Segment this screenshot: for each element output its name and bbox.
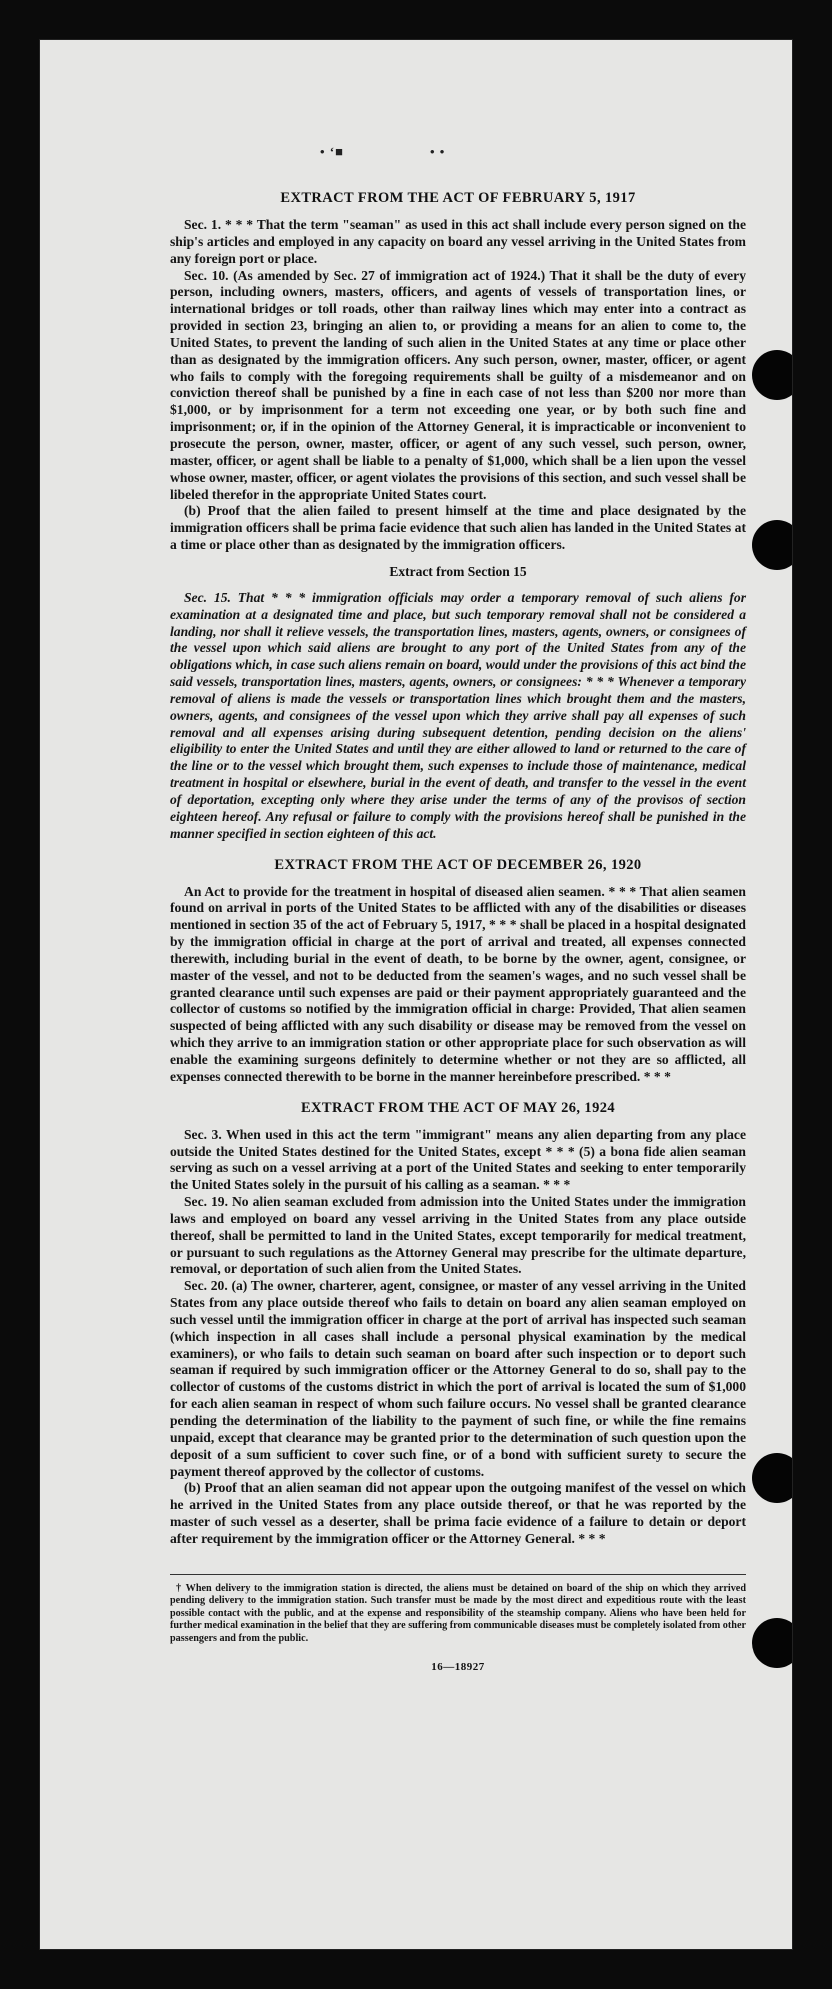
punch-hole: [752, 520, 792, 570]
footnote: [170, 1574, 746, 1645]
page-marks: [40, 144, 792, 158]
print-code: 16—18927: [431, 1660, 485, 1673]
section-extract-15: [170, 564, 746, 843]
paragraph: Sec. 1. * * * That the term "seaman" as used in this act shall include every person signed on the ship's articles and employed in any capacity on board any vessel arriving in the United States from any foreign port or place.: [170, 217, 746, 266]
footnote-text: † When delivery to the immigration station is directed, the aliens must be detained on board of the ship on which they arrived pending delivery to the immigration station. Such transfer must be made by the most direct and expeditious route with the least possible contact with the public, and at the expense and responsibility of the steamship company. Aliens who have been held for further medical examination in the belief that they are suffering from communicable diseases must be completely isolated from other passengers and from the public.: [170, 1582, 746, 1644]
section-act-1924: [170, 1100, 746, 1548]
section-heading: EXTRACT FROM THE ACT OF DECEMBER 26, 1920: [274, 856, 642, 873]
paragraph: (b) Proof that an alien seaman did not appear upon the outgoing manifest of the vessel on which he arrived in the United States from any place outside thereof, or that he was reported by the master of such vessel as a deserter, shall be prima facie evidence of a failure to detain or deport after requirement by the immigration officer or the Attorney General. * * *: [170, 1480, 746, 1546]
paragraph: (b) Proof that the alien failed to present himself at the time and place designated by the immigration officers shall be prima facie evidence that such alien has landed in the United States at a time or place other than as designated by the immigration officers.: [170, 503, 746, 553]
punch-hole: [752, 1618, 792, 1668]
section-subheading: Extract from Section 15: [389, 563, 527, 579]
section-act-1920: [170, 857, 746, 1086]
paragraph: Sec. 3. When used in this act the term "immigrant" means any alien departing from any place outside the United States destined for the United States, except * * * (5) a bona fide alien seaman serving as such on a vessel arriving at a port of the United States and seeking to enter temporarily the United States solely in the pursuit of his calling as a seaman. * * *: [170, 1126, 746, 1193]
section-act-1917: [170, 190, 746, 554]
section-heading: EXTRACT FROM THE ACT OF FEBRUARY 5, 1917: [280, 190, 636, 206]
page-mark-left: • ‘■: [320, 144, 344, 159]
paragraph: Sec. 19. No alien seaman excluded from admission into the United States under the immigration laws and employed on board any vessel arriving in the United States from any place outside thereof, shall be permitted to land in the United States, except temporarily for medical treatment, or pursuant to such regulations as the Attorney General may prescribe for the ultimate departure, removal, or deportation of such alien from the United States.: [170, 1194, 746, 1277]
document-body: [170, 190, 746, 1673]
page-mark-right: • •: [430, 144, 446, 159]
punch-hole: [752, 1453, 792, 1503]
punch-hole: [752, 350, 792, 400]
paragraph: An Act to provide for the treatment in hospital of diseased alien seamen. * * * That alien seamen found on arrival in ports of the United States to be afflicted with any of the disabilities or diseases mentioned in section 35 of the act of February 5, 1917, * * * shall be placed in a hospital designated by the immigration official in charge at the port of arrival and treated, all expenses connected therewith, including burial in the event of death, to be borne by the owner, agent, consignee, or master of the vessel, and not to be deducted from the seamen's wages, and no such vessel shall be granted clearance until such expenses are paid or their payment appropriately guaranteed and the collector of customs so notified by the immigration official in charge: Provided, That alien seamen suspected of being afflicted with any such disability or disease may be removed from the vessel on which they arrive to an immigration station or other appropriate place for such observation as will enable the examining surgeons definitely to determine whether or not they are so afflicted, all expenses connected therewith to be borne in the manner hereinbefore prescribed. * * *: [170, 883, 746, 1084]
paragraph: Sec. 10. (As amended by Sec. 27 of immigration act of 1924.) That it shall be the duty of every person, including owners, masters, officers, and agents of vessels of transportation lines, or international bridges or toll roads, other than railway lines which may enter into a contract as provided in section 23, bringing an alien to, or providing a means for an alien to come to, the United States, to prevent the landing of such alien in the United States at any time or place other than as designated by the immigration officers. Any such person, owner, master, officer, or agent who fails to comply with the foregoing requirements shall be guilty of a misdemeanor and on conviction thereof shall be punished by a fine in each case of not less than $200 nor more than $1,000, or by imprisonment for a term not exceeding one year, or by both such fine and imprisonment; or, if in the opinion of the Attorney General, it is impracticable or inconvenient to prosecute the person, owner, master, officer, or agent of any such vessel, such person, owner, master, officer, or agent shall be liable to a penalty of $1,000, which shall be a lien upon the vessel whose owner, master, officer, or agent violates the provisions of this section, and such vessel shall be libeled therefor in the appropriate United States court.: [170, 267, 746, 502]
paragraph: Sec. 20. (a) The owner, charterer, agent, consignee, or master of any vessel arriving in the United States from any place outside thereof who fails to detain on board any alien seaman employed on such vessel until the immigration officer in charge at the port of arrival has inspected such seaman (which inspection in all cases shall include a personal physical examination by the medical examiners), or who fails to detain such seaman on board after such inspection or to deport such seaman if required by such immigration officer or the Attorney General to do so, shall pay to the collector of customs of the customs district in which the port of arrival is located the sum of $1,000 for each alien seaman in respect of whom such failure occurs. No vessel shall be granted clearance pending the determination of the liability to the payment of such fine, or while the fine remains unpaid, except that clearance may be granted prior to the determination of such question upon the deposit of a sum sufficient to cover such fine, or of a bond with sufficient surety to secure the payment thereof approved by the collector of customs.: [170, 1278, 746, 1479]
document-page: [40, 40, 792, 1949]
paragraph: Sec. 15. That * * * immigration officials may order a temporary removal of such aliens for examination at a designated time and place, but such temporary removal shall not be considered a landing, nor shall it relieve vessels, the transportation lines, masters, agents, owners, or consignees of the vessel upon which said aliens are brought to any port of the United States from any of the obligations which, in case such aliens remain on board, would under the provisions of this act bind the said vessels, transportation lines, masters, agents, owners, or consignees: * * * Whenever a temporary removal of aliens is made the vessels or transportation lines which brought them and the masters, owners, agents, and consignees of the vessel upon which they arrive shall pay all expenses of such removal and all expenses arising during subsequent detention, pending decision on the aliens' eligibility to enter the United States and until they are either allowed to land or returned to the care of the line or to the vessel which brought them, such expenses to include those of maintenance, medical treatment in hospital or elsewhere, burial in the event of death, and transfer to the vessel in the event of deportation, excepting only where they arise under the terms of any of the provisos of section eighteen hereof. Any refusal or failure to comply with the provisions hereof shall be punished in the manner specified in section eighteen of this act.: [170, 589, 746, 841]
section-heading: EXTRACT FROM THE ACT OF MAY 26, 1924: [300, 1099, 616, 1116]
